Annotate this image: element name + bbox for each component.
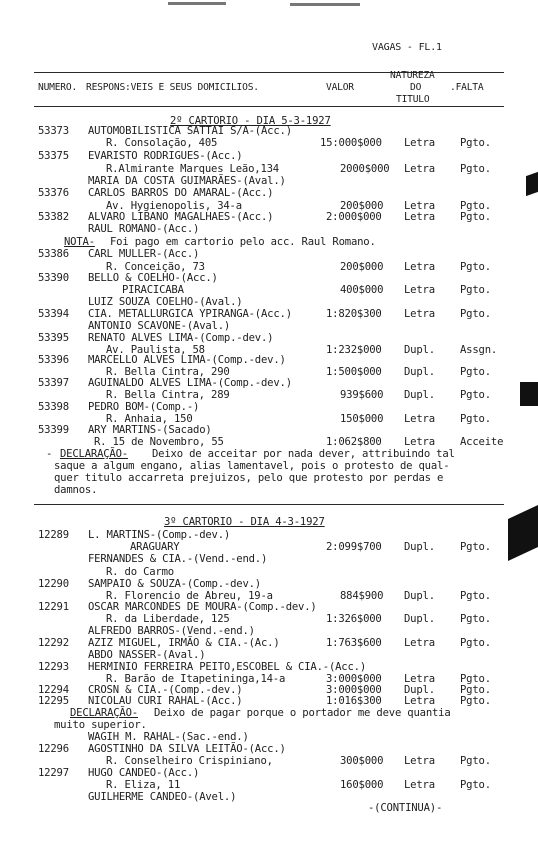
record-address: R. Florencio de Abreu, 19-a — [106, 590, 273, 602]
record-name: CARL MULLER-(Acc.) — [88, 248, 200, 260]
record-name: FERNANDES & CIA.-(Vend.-end.) — [88, 553, 268, 565]
record-number: 12290 — [38, 578, 69, 590]
record-number: 12295 — [38, 695, 69, 707]
declaration-line: Deixo de pagar porque o portador me deve quantia — [154, 707, 451, 719]
record-natureza: Letra — [404, 211, 435, 223]
record-number: 12297 — [38, 767, 69, 779]
record-natureza: Letra — [404, 673, 435, 685]
record-valor: 3:000$000 — [326, 684, 382, 696]
declaration-line: damnos. — [54, 484, 98, 496]
scan-smudge-top-2 — [290, 3, 360, 6]
record-name: RENATO ALVES LIMA-(Comp.-dev.) — [88, 332, 274, 344]
record-name: ARY MARTINS-(Sacado) — [88, 424, 212, 436]
record-natureza: Dupl. — [404, 684, 435, 696]
record-natureza: Letra — [404, 137, 435, 149]
record-natureza: Letra — [404, 637, 435, 649]
record-falta: Pgto. — [460, 163, 491, 175]
record-falta: Pgto. — [460, 200, 491, 212]
record-name: CIA. METALLURGICA YPIRANGA-(Acc.) — [88, 308, 292, 320]
record-valor: 2000$000 — [340, 163, 390, 175]
record-name: EVARISTO RODRIGUES-(Acc.) — [88, 150, 243, 162]
record-falta: Pgto. — [460, 366, 491, 378]
header-responsaveis: RESPONS:VEIS E SEUS DOMICILIOS. — [86, 82, 259, 93]
record-name: BELLO & COELHO-(Acc.) — [88, 272, 218, 284]
section-2-title: 3º CARTORIO - DIA 4-3-1927 — [164, 516, 325, 528]
record-natureza: Letra — [404, 284, 435, 296]
record-name: ANTONIO SCAVONE-(Aval.) — [88, 320, 231, 332]
record-name: L. MARTINS-(Comp.-dev.) — [88, 529, 231, 541]
record-natureza: Letra — [404, 695, 435, 707]
section-1-title: 2º CARTORIO - DIA 5-3-1927 — [170, 115, 331, 127]
scan-margin-mark-3 — [508, 505, 538, 561]
record-address: R. Bella Cintra, 290 — [106, 366, 230, 378]
record-natureza: Dupl. — [404, 344, 435, 356]
record-name: CARLOS BARROS DO AMARAL-(Acc.) — [88, 187, 274, 199]
record-falta: Pgto. — [460, 389, 491, 401]
record-falta: Pgto. — [460, 541, 491, 553]
record-number: 53373 — [38, 125, 69, 137]
record-number: 53375 — [38, 150, 69, 162]
record-name: OSCAR MARCONDES DE MOURA-(Comp.-dev.) — [88, 601, 317, 613]
scan-margin-mark-2 — [520, 382, 538, 406]
record-number: 12294 — [38, 684, 69, 696]
record-valor: 884$900 — [340, 590, 384, 602]
scan-margin-mark-1 — [526, 172, 538, 196]
record-valor: 1:016$300 — [326, 695, 382, 707]
declaration-line: Deixo de acceitar por nada dever, attribuindo tal — [152, 448, 455, 460]
record-number: 53399 — [38, 424, 69, 436]
record-natureza: Letra — [404, 436, 435, 448]
record-number: 53382 — [38, 211, 69, 223]
record-falta: Pgto. — [460, 308, 491, 320]
record-valor: 3:000$000 — [326, 673, 382, 685]
record-valor: 15:000$000 — [320, 137, 382, 149]
header-rule-bottom — [34, 106, 504, 107]
record-name: GUILHERME CANDEO-(Avel.) — [88, 791, 237, 803]
record-falta: Pgto. — [460, 637, 491, 649]
record-valor: 1:763$600 — [326, 637, 382, 649]
header-numero: NUMERO. — [38, 82, 78, 93]
record-address: R. Bella Cintra, 289 — [106, 389, 230, 401]
continua-marker: -(CONTINUA)- — [368, 802, 443, 814]
record-falta: Pgto. — [460, 613, 491, 625]
record-address: R. Conselheiro Crispiniano, — [106, 755, 273, 767]
record-name: AGOSTINHO DA SILVA LEITÃO-(Acc.) — [88, 743, 286, 755]
record-name: WAGIH M. RAHAL-(Sac.-end.) — [88, 731, 249, 743]
record-name: LUIZ SOUZA COELHO-(Aval.) — [88, 296, 243, 308]
record-name: AGUINALDO ALVES LIMA-(Comp.-dev.) — [88, 377, 292, 389]
header-natureza-3: TITULO — [396, 94, 430, 105]
declaration-label: DECLARAÇÃO- — [70, 707, 138, 719]
record-address: R. 15 de Novembro, 55 — [94, 436, 224, 448]
record-falta: Pgto. — [460, 261, 491, 273]
record-number: 12291 — [38, 601, 69, 613]
record-name: HERMINIO FERREIRA PEITO,ESCOBEL & CIA.-(Acc.) — [88, 661, 367, 673]
record-natureza: Letra — [404, 308, 435, 320]
record-name: HUGO CANDEO-(Acc.) — [88, 767, 200, 779]
record-valor: 1:820$300 — [326, 308, 382, 320]
record-valor: 160$000 — [340, 779, 384, 791]
record-valor: 200$000 — [340, 261, 384, 273]
record-natureza: Letra — [404, 200, 435, 212]
record-name: NICOLAU CURI RAHAL-(Acc.) — [88, 695, 243, 707]
record-address: R. Anhaia, 150 — [106, 413, 193, 425]
record-natureza: Letra — [404, 779, 435, 791]
record-falta: Pgto. — [460, 755, 491, 767]
scan-smudge-top — [168, 2, 226, 5]
nota-text: Foi pago em cartorio pelo acc. Raul Romano. — [110, 236, 376, 248]
record-falta: Pgto. — [460, 590, 491, 602]
record-valor: 939$600 — [340, 389, 384, 401]
record-natureza: Dupl. — [404, 590, 435, 602]
record-address: R. Conceição, 73 — [106, 261, 205, 273]
header-valor: VALOR — [326, 82, 354, 93]
record-number: 53396 — [38, 354, 69, 366]
record-falta: Pgto. — [460, 695, 491, 707]
record-name: ALVARO LIBANO MAGALHAES-(Acc.) — [88, 211, 274, 223]
record-natureza: Letra — [404, 413, 435, 425]
record-address: R. Consolação, 405 — [106, 137, 218, 149]
record-falta: Pgto. — [460, 211, 491, 223]
record-falta: Pgto. — [460, 137, 491, 149]
record-valor: 1:326$000 — [326, 613, 382, 625]
record-number: 12292 — [38, 637, 69, 649]
record-address: R.Almirante Marques Leão,134 — [106, 163, 279, 175]
record-valor: 2:099$700 — [326, 541, 382, 553]
record-name: MARIA DA COSTA GUIMARÃES-(Aval.) — [88, 175, 286, 187]
record-number: 53398 — [38, 401, 69, 413]
record-name: ALFREDO BARROS-(Vend.-end.) — [88, 625, 255, 637]
record-address: PIRACICABA — [122, 284, 184, 296]
record-number: 53386 — [38, 248, 69, 260]
record-natureza: Dupl. — [404, 366, 435, 378]
record-valor: 150$000 — [340, 413, 384, 425]
record-valor: 1:500$000 — [326, 366, 382, 378]
nota-label: NOTA- — [64, 236, 95, 248]
record-natureza: Letra — [404, 755, 435, 767]
record-valor: 400$000 — [340, 284, 384, 296]
record-name: SAMPAIO & SOUZA-(Comp.-dev.) — [88, 578, 261, 590]
declaration-line: muito superior. — [54, 719, 147, 731]
record-name: ABDO NASSER-(Aval.) — [88, 649, 206, 661]
record-address: R. Eliza, 11 — [106, 779, 181, 791]
declaration-label: DECLARAÇÃO- — [60, 448, 128, 460]
record-valor: 300$000 — [340, 755, 384, 767]
page-mark: VAGAS - FL.1 — [372, 42, 442, 53]
record-address: Av. Hygienopolis, 34-a — [106, 200, 242, 212]
record-natureza: Letra — [404, 261, 435, 273]
record-natureza: Dupl. — [404, 613, 435, 625]
record-number: 53394 — [38, 308, 69, 320]
header-natureza-2: DO — [410, 82, 422, 93]
record-valor: 200$000 — [340, 200, 384, 212]
record-natureza: Dupl. — [404, 541, 435, 553]
record-name: MARCELLO ALVES LIMA-(Comp.-dev.) — [88, 354, 286, 366]
declaration-dash: - — [46, 448, 59, 460]
header-falta: .FALTA — [450, 82, 484, 93]
record-address: R. da Liberdade, 125 — [106, 613, 230, 625]
record-name: ARAGUARY — [130, 541, 180, 553]
record-number: 53395 — [38, 332, 69, 344]
record-falta: Acceite — [460, 436, 504, 448]
record-address: R. Barão de Itapetininga,14-a — [106, 673, 286, 685]
record-name: RAUL ROMANO-(Acc.) — [88, 223, 200, 235]
record-address: Av. Paulista, 58 — [106, 344, 205, 356]
record-valor: 1:232$000 — [326, 344, 382, 356]
record-falta: Assgn. — [460, 344, 498, 356]
record-falta: Pgto. — [460, 413, 491, 425]
record-valor: 1:062$800 — [326, 436, 382, 448]
declaration-line: saque a algum engano, alias lamentavel, pois o protesto de qual- — [54, 460, 450, 472]
record-name: PEDRO BOM-(Comp.-) — [88, 401, 200, 413]
record-natureza: Dupl. — [404, 389, 435, 401]
record-number: 12289 — [38, 529, 69, 541]
record-valor: 2:000$000 — [326, 211, 382, 223]
record-name: CROSN & CIA.-(Comp.-dev.) — [88, 684, 243, 696]
record-number: 53376 — [38, 187, 69, 199]
record-number: 53397 — [38, 377, 69, 389]
record-number: 12293 — [38, 661, 69, 673]
record-name: AZIZ MIGUEL, IRMÃO & CIA.-(Ac.) — [88, 637, 280, 649]
record-falta: Pgto. — [460, 673, 491, 685]
record-falta: Pgto. — [460, 779, 491, 791]
declaration-line: quer titulo accarreta prejuizos, pelo que protesto por perdas e — [54, 472, 444, 484]
record-natureza: Letra — [404, 163, 435, 175]
record-number: 53390 — [38, 272, 69, 284]
section-divider — [34, 504, 504, 505]
record-name: AUTOMOBILISTICA SATTAI S/A-(Acc.) — [88, 125, 292, 137]
record-address: R. do Carmo — [106, 566, 174, 578]
record-number: 12296 — [38, 743, 69, 755]
record-falta: Pgto. — [460, 284, 491, 296]
record-falta: Pgto. — [460, 684, 491, 696]
header-natureza-1: NATUREZA — [390, 70, 435, 81]
